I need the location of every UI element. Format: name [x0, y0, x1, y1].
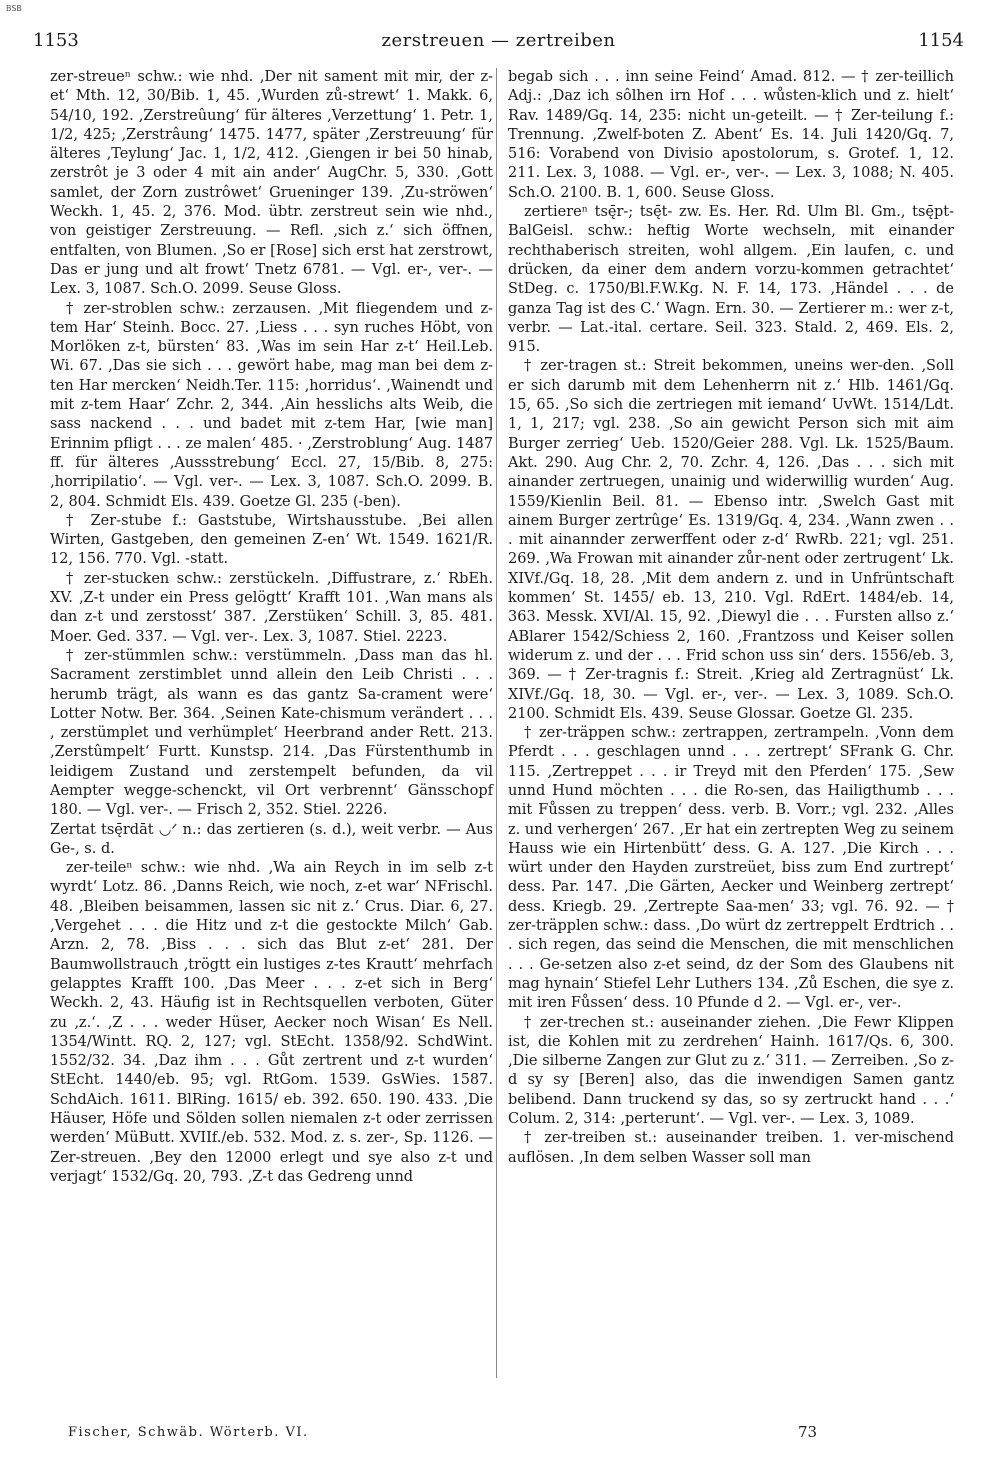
entry-zertrechen: † zer-trechen st.: auseinander ziehen. ‚Die Fewr Klippen ist, die Kohlen mit zu zerdrehen‘ Hainh. 1617/Qs. 6, 300. ‚Die silberne Zangen zur Glut zu z.‘ 311. — Zerreiben. ‚So z-d sy sy [Beren] also, das die inwendigen Samen gantz belibend. Dann truckend sy das, so sy zertruckt hand . . .‘ Colum. 2, 314: ‚perterunt‘. — Vgl. ver-. — Lex. 3, 1089. [508, 1014, 954, 1128]
running-title: zerstreuen — zertreiben [381, 30, 616, 51]
library-stamp: BSB [6, 4, 22, 13]
footer-sheet-number: 73 [798, 1423, 818, 1441]
page-number-left: 1153 [33, 30, 79, 51]
page-header [33, 30, 964, 58]
entry-zerteilen-continued: begab sich . . . inn seine Feind‘ Amad. 812. — † zer-teillich Adj.: ‚Daz ich sôlhen irn Hof . . . wůsten-klich und z. hielt‘ Rav. 1489/Gq. 14, 235: nicht un-geteilt. — † Zer-teilung f.: Trennung. ‚Zwelf-boten Z. Abent‘ Es. 14. Juli 1420/Gq. 7, 516: Vorabend von Divisio apostolorum, s. Grotef. 1, 12. 211. Lex. 3, 1088. — Vgl. er-, ver-. — Lex. 3, 1088; N. 405. Sch.O. 2100. B. 1, 600. Seuse Gloss. [508, 69, 954, 201]
entry-zerstube: † Zer-stube f.: Gaststube, Wirtshausstube. ‚Bei allen Wirten, Gastgeben, den gemeinen Z-en‘ Wt. 1549. 1621/R. 12, 156. 770. Vgl. -statt. [50, 512, 493, 568]
entry-zertrappen: † zer-träppen schw.: zertrappen, zertrampeln. ‚Vonn dem Pferdt . . . geschlagen unnd . . . zertrept‘ SFrank G. Chr. 115. ‚Zertreppet . . . ir Treyd mit den Pferden‘ 175. ‚Sew unnd Hund möchten . . . die Ro-sen, das Hailigthumb . . . mit Fůssen zu treppen‘ dess. verb. B. Vorr.; vgl. 232. ‚Alles z. und verhergen‘ 267. ‚Er hat ein zertrepten Weg zu seinem Hauss wie ein Hirtenbütt‘ dess. G. A. 127. ‚Die Kirch . . . würt under den Hayden zurstreüet, biss zum End zurtrept‘ dess. Par. 147. ‚Die Gärten, Aecker und Weinberg zertrept‘ dess. Kriegb. 29. ‚Zertrepte Saa-men‘ 33; vgl. 76. 92. — † zer-träpplen schw.: dass. ‚Do würt dz zertreppelt Erdtrich . . . sich regen, das seind die Menschen, die mit menschlichen . . . Ge-setzen also z-et seind, dz der Som des Glaubens nit mag hynain‘ Stiefel Lehr Luthers 134. ‚Zů Eschen, die sye z. mit iren Fůssen‘ dess. 10 Pfunde d 2. — Vgl. er-, ver-. [508, 725, 954, 1012]
entry-zerstreuen: zer-streueⁿ schw.: wie nhd. ‚Der nit sament mit mir, der z-et‘ Mth. 12, 30/Bib. 1, 45. ‚Wurden zů-strewt‘ 1. Makk. 6, 54/10, 192. ‚Zerstreûung‘ für älteres ‚Verzettung‘ 1. Petr. 1, 1/2, 425; ‚Zerstrâung‘ 1475. 1477, später ‚Zerstreuung‘ für älteres ‚Teylung‘ Jac. 1, 1/2, 412. ‚Giengen ir bei 50 hinab, zerstrôt je 3 oder 4 mit ain ander‘ AugChr. 5, 330. ‚Gott samlet, der Zorn zustrôwet‘ Grueninger 139. ‚Zu-ströwen‘ Weckh. 1, 45. 2, 376. Mod. übtr. zerstreut sein wie nhd., von geistiger Zerstreuung. — Refl. ‚sich z.‘ sich öffnen, entfalten, von Blumen. ‚So er [Rose] sich erst hat zerstrowt, Das er jung und alt frowt‘ Tnetz 6781. — Vgl. er-, ver-. — Lex. 3, 1087. Sch.O. 2099. Seuse Gloss. [50, 69, 493, 298]
entry-zerstroblen: † zer-stroblen schw.: zerzausen. ‚Mit fliegendem und z-tem Har‘ Steinh. Bocc. 27. ‚Liess . . . syn ruches Höbt, von Morlöken z-t, bürsten‘ 83. ‚Was im sein Har z-t‘ Heil.Leb. Wi. 67. ‚Das sie sich . . . gewört habe, mag man bei dem z-ten Har mercken‘ Neidh.Ter. 115: ‚horridus‘. ‚Wainendt und mit z-tem Haar‘ Zchr. 2, 344. ‚Ain hesslichs alts Weib, die sass nackend . . . und badet mit z-tem Har, [wie man] Erinnim pfligt . . . ze malen‘ 485. · ‚Zerstroblung‘ Aug. 1487 ff. für älteres ‚Aussstrebung‘ Eccl. 27, 15/Bib. 8, 275: ‚horripilatio‘. — Vgl. ver-. — Lex. 3, 1087. Sch.O. 2099. B. 2, 804. Schmidt Els. 439. Goetze Gl. 235 (-ben). [50, 300, 493, 510]
entry-zertragen: † zer-tragen st.: Streit bekommen, uneins wer-den. ‚Soll er sich darumb mit dem Lehenherrn nit z.‘ Hlb. 1461/Gq. 15, 65. ‚So sich die zertriegen mit iemand‘ UvWt. 1514/Ldt. 1, 1, 217; vgl. 238. ‚So ain gewicht Person sich mit aim Burger zerrieg‘ Ueb. 1520/Geier 288. Vgl. Lk. 1525/Baum. Akt. 290. Aug Chr. 2, 70. Zchr. 4, 126. ‚Das . . . sich mit ainander zertruegen, unainig und widerwillig wurden‘ Aug. 1559/Kienlin Beil. 81. — Ebenso intr. ‚Swelch Gast mit ainem Burger zertrûge‘ Es. 1319/Gq. 4, 234. ‚Wann zwen . . . mit ainannder zerwerffent oder z-d‘ RwRb. 221; vgl. 251. 269. ‚Wa Frowan mit ainander zůr-nent oder zertrugent‘ Lk. XIVf./Gq. 18, 28. ‚Mit dem andern z. und in Unfrüntschaft kommen‘ St. 1455/ eb. 13, 210. Vgl. RdErt. 1484/eb. 14, 363. Messk. XVI/Al. 15, 92. ‚Diewyl die . . . Fursten allso z.‘ ABlarer 1542/Schiess 2, 160. ‚Frantzoss und Keiser sollen widerum z. und der . . . Frid schon uss sin‘ ders. 1556/eb. 3, 369. — † Zer-tragnis f.: Streit. ‚Krieg ald Zertragnüst‘ Lk. XIVf./Gq. 18, 30. — Vgl. er-, ver-. — Lex. 3, 1089. Sch.O. 2100. Schmidt Els. 439. Seuse Glossar. Goetze Gl. 235. [508, 358, 954, 722]
entry-zerteilen: zer-teileⁿ schw.: wie nhd. ‚Wa ain Reych in im selb z-t wyrdt‘ Lotz. 86. ‚Danns Reich, wie noch, z-et war‘ NFrischl. 48. ‚Bleiben beisammen, lassen sic nit z.‘ Crus. Diar. 6, 27. ‚Vergehet . . . die Hitz und z-t die gestockte Milch‘ Gab. Arzn. 2, 78. ‚Biss . . . sich das Blut z-et‘ 281. Der Baumwollstrauch ‚trögtt ein lustiges z-tes Krautt‘ mehrfach gelapptes Krafft 100. ‚Das Meer . . . z-et sich in Berg‘ Weckh. 2, 43. Häufig ist in Rechtsquellen verboten, Güter zu ‚z.‘. ‚Z . . . weder Hüser, Aecker noch Wisan‘ Es Nell. 1354/Wintt. RQ. 2, 127; vgl. StEcht. 1358/92. SchdWint. 1552/32. 34. ‚Daz ihm . . . Gůt zertrent und z-t wurden‘ StEcht. 1440/eb. 95; vgl. RtGom. 1539. GsWies. 1587. SchdAich. 1611. BlRing. 1615/ eb. 392. 650. 190. 433. ‚Die Häuser, Höfe und Sölden sollen niemalen z-t oder zerrissen werden‘ MüButt. XVIIf./eb. 532. Mod. z. s. zer-, Sp. 1126. — Zer-streuen. ‚Bey den 12000 erlegt und sye also z-t und verjagt‘ 1532/Gq. 20, 793. ‚Z-t das Gedreng unnd [50, 860, 493, 1185]
left-column [50, 68, 493, 1187]
entry-zertat: Zertat tsę̄rdāt ◡ᐟ n.: das zertieren (s. d.), weit verbr. — Aus Ge-, s. d. [50, 821, 493, 857]
column-divider [496, 68, 497, 1378]
entry-zerstummlen: † zer-stümmlen schw.: verstümmeln. ‚Dass man das hl. Sacrament zerstimblet unnd allein den Leib Christi . . . herumb trägt, als wann es das gantz Sa-crament were‘ Lotter Notw. Ber. 364. ‚Seinen Kate-chismum verändert . . . , zerstümplet und verhümplet‘ Heerbrand ander Rett. 213. ‚Zerstûmpelt‘ Furtt. Kunstsp. 214. ‚Das Fürstenthumb in leidigem Zustand und zerstempelt befunden, da vil Aempter wegge-schenckt, vil Ort verbrennt‘ Gänsschopf 180. — Vgl. ver-. — Frisch 2, 352. Stiel. 2226. [50, 647, 493, 819]
footer-source: Fischer, Schwäb. Wörterb. VI. [68, 1425, 309, 1440]
page-number-right: 1154 [918, 30, 964, 51]
right-column [508, 68, 954, 1168]
entry-zertreiben: † zer-treiben st.: auseinander treiben. 1. ver-mischend auflösen. ‚In dem selben Wasser soll man [508, 1130, 954, 1166]
entry-zerstucken: † zer-stucken schw.: zerstückeln. ‚Diffustrare, z.‘ RbEh. XV. ‚Z-t under ein Press gelögtt‘ Krafft 101. ‚Wan mans als dan z-t und zerstosst‘ 387. ‚Zerstüken‘ Schill. 3, 85. 481. Moer. Ged. 337. — Vgl. ver-. Lex. 3, 1087. Stiel. 2223. [50, 570, 493, 645]
entry-zertieren: zertiereⁿ tsę̄r-; tsę̄t- zw. Es. Her. Rd. Ulm Bl. Gm., tsę̄pt- BalGeisl. schw.: heftig Worte wechseln, mit einander rechthaberisch streiten, wohl allgem. ‚Ein laufen, c. und drücken, da einer dem andern vorzu-kommen getrachtet‘ StDeg. c. 1750/Bl.F.W.Kg. N. F. 14, 173. ‚Händel . . . de ganza Tag ist des C.‘ Wagn. Ern. 30. — Zertierer m.: wer z-t, verbr. — Lat.-ital. certare. Seil. 323. Stald. 2, 469. Els. 2, 915. [508, 204, 954, 356]
